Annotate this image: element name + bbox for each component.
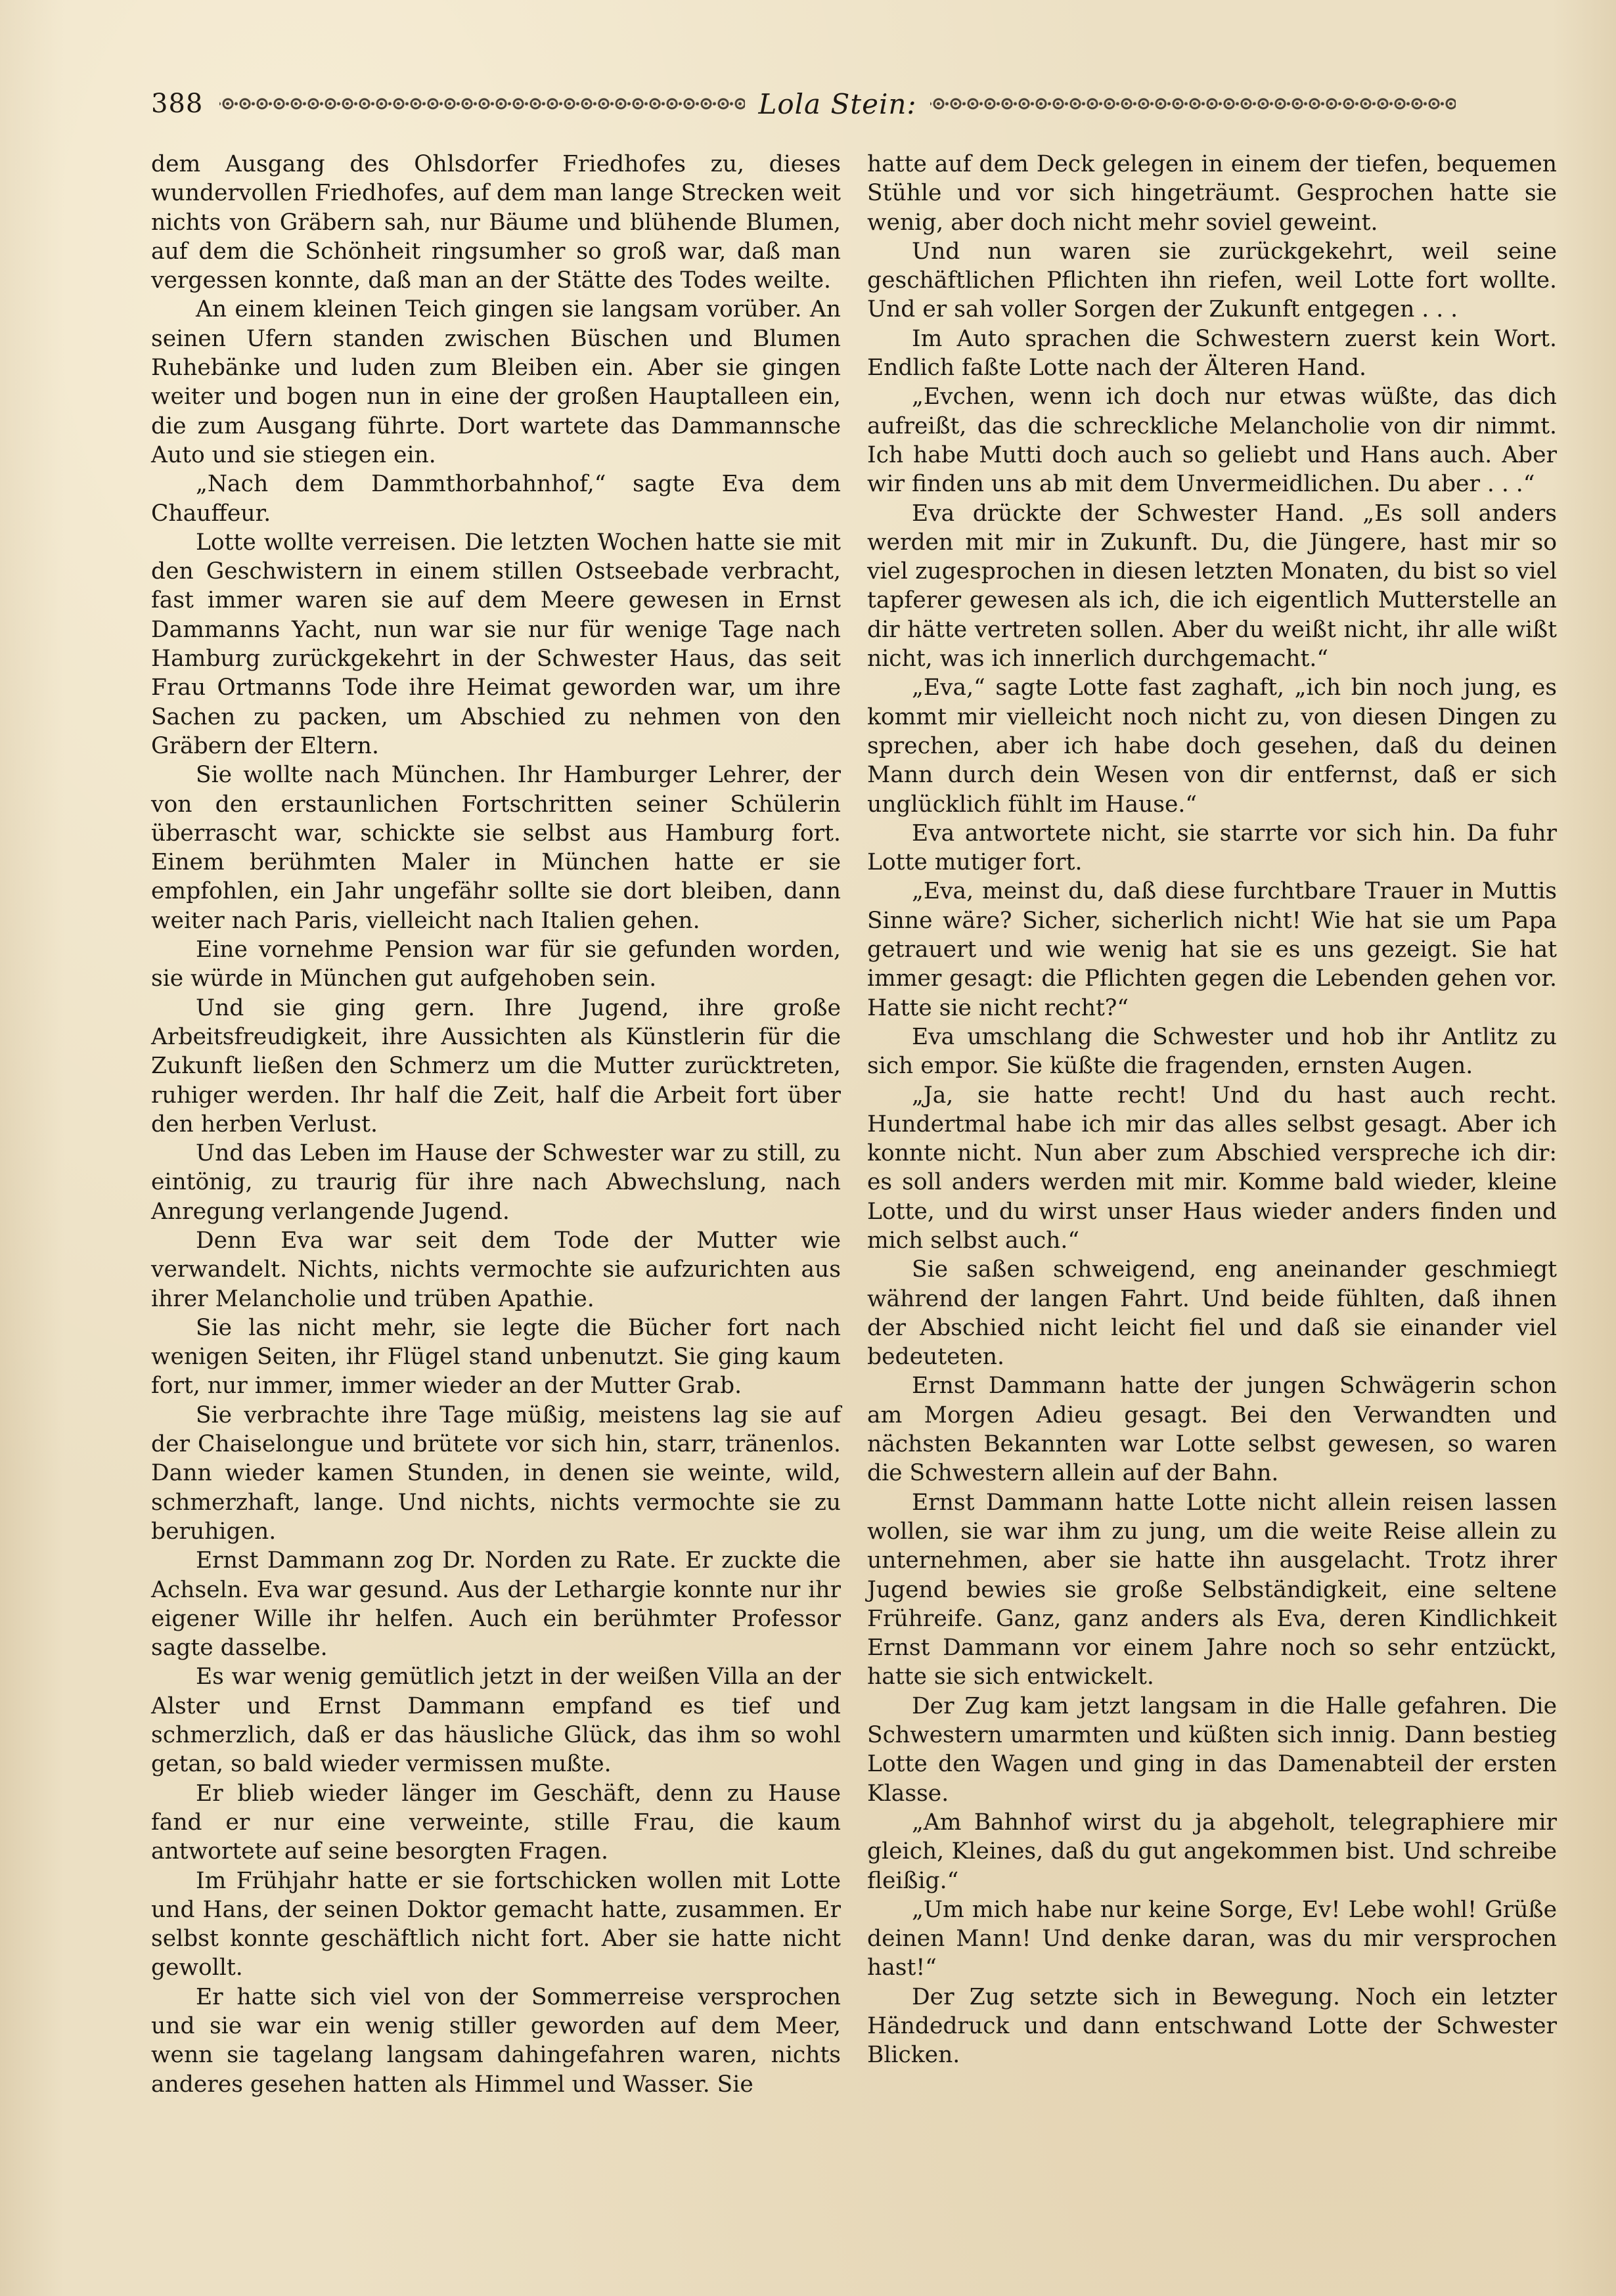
paragraph: „Eva, meinst du, daß diese furchtbare Trauer in Muttis Sinne wäre? Sicher, sicherlich nicht! Wie hat sie um Papa getrauert und wie wenig hat sie es uns gezeigt. Sie hat immer gesagt: die Pflichten gegen die Lebenden gehen vor. Hatte sie nicht recht?“ [867, 878, 1557, 1021]
page-number: 388 [151, 89, 204, 119]
paragraph: Denn Eva war seit dem Tode der Mutter wie verwandelt. Nichts, nichts vermochte sie aufzurichten aus ihrer Melancholie und trüben Apathie. [151, 1227, 841, 1312]
paragraph: Der Zug setzte sich in Bewegung. Noch ein letzter Händedruck und dann entschwand Lotte der Schwester Blicken. [867, 1983, 1557, 2069]
paragraph: „Eva,“ sagte Lotte fast zaghaft, „ich bin noch jung, es kommt mir vielleicht noch nicht zu, von diesen Dingen zu sprechen, aber ich habe doch gesehen, daß du deinen Mann durch dein Wesen von dir entfernst, daß er sich unglücklich fühlt im Hause.“ [867, 674, 1557, 818]
paragraph: „Am Bahnhof wirst du ja abgeholt, telegraphiere mir gleich, Kleines, daß du gut angekommen bist. Und schreibe fleißig.“ [867, 1809, 1557, 1894]
paragraph: Eva antwortete nicht, sie starrte vor sich hin. Da fuhr Lotte mutiger fort. [867, 820, 1557, 876]
paragraph: An einem kleinen Teich gingen sie langsam vorüber. An seinen Ufern standen zwischen Büschen und Blumen Ruhebänke und luden zum Bleiben ein. Aber sie gingen weiter und bogen nun in eine der großen Hauptalleen ein, die zum Ausgang führte. Dort wartete das Dammannsche Auto und sie stiegen ein. [151, 296, 841, 468]
paragraph: Und nun waren sie zurückgekehrt, weil seine geschäftlichen Pflichten ihn riefen, weil Lotte fort wollte. Und er sah voller Sorgen der Zukunft entgegen . . . [867, 238, 1557, 323]
paragraph: Und sie ging gern. Ihre Jugend, ihre große Arbeitsfreudigkeit, ihre Aussichten als Künstlerin für die Zukunft ließen den Schmerz um die Mutter zurücktreten, ruhiger werden. Ihr half die Zeit, half die Arbeit fort über den herben Verlust. [151, 994, 841, 1137]
paragraph: dem Ausgang des Ohlsdorfer Friedhofes zu, dieses wundervollen Friedhofes, auf dem man lange Strecken weit nichts von Gräbern sah, nur Bäume und blühende Blumen, auf dem die Schönheit ringsumher so groß war, daß man vergessen konnte, daß man an der Stätte des Todes weilte. [151, 151, 841, 294]
paragraph: „Nach dem Dammthorbahnhof,“ sagte Eva dem Chauffeur. [151, 471, 841, 527]
paragraph: Eine vornehme Pension war für sie gefunden worden, sie würde in München gut aufgehoben sein. [151, 937, 841, 992]
page-header [151, 84, 1465, 123]
paragraph: Sie saßen schweigend, eng aneinander geschmiegt während der langen Fahrt. Und beide fühlten, daß ihnen der Abschied nicht leicht fiel und daß sie einander viel bedeuteten. [867, 1256, 1557, 1371]
paragraph: Es war wenig gemütlich jetzt in der weißen Villa an der Alster und Ernst Dammann empfand es tief und schmerzlich, daß er das häusliche Glück, das ihm so wohl getan, so bald wieder vermissen mußte. [151, 1664, 841, 1778]
paragraph: Er hatte sich viel von der Sommerreise versprochen und sie war ein wenig stiller geworden auf dem Meer, wenn sie tagelang langsam dahingefahren waren, nichts anderes gesehen hatten als Himmel und Wasser. Sie [151, 1983, 841, 2098]
ornament-rule-right [930, 97, 1456, 111]
paragraph: Im Auto sprachen die Schwestern zuerst kein Wort. Endlich faßte Lotte nach der Älteren Hand. [867, 325, 1557, 382]
ornament-rule-left [219, 97, 745, 111]
running-head: Lola Stein: [758, 87, 917, 120]
paragraph: Er blieb wieder länger im Geschäft, denn zu Hause fand er nur eine verweinte, stille Frau, die kaum antwortete auf seine besorgten Fragen. [151, 1780, 841, 1865]
paragraph: Sie wollte nach München. Ihr Hamburger Lehrer, der von den erstaunlichen Fortschritten seiner Schülerin überrascht war, schickte sie selbst aus Hamburg fort. Einem berühmten Maler in München hatte er sie empfohlen, ein Jahr ungefähr sollte sie dort bleiben, dann weiter nach Paris, vielleicht nach Italien gehen. [151, 762, 841, 934]
paragraph: Eva umschlang die Schwester und hob ihr Antlitz zu sich empor. Sie küßte die fragenden, ernsten Augen. [867, 1023, 1557, 1080]
paragraph: Eva drückte der Schwester Hand. „Es soll anders werden mit mir in Zukunft. Du, die Jüngere, hast mir so viel zugesprochen in diesen letzten Monaten, du bist so viel tapferer gewesen als ich, die ich eigentlich Mutterstelle an dir hätte vertreten sollen. Aber du weißt nicht, ihr alle wißt nicht, was ich innerlich durchgemacht.“ [867, 500, 1557, 673]
paragraph: hatte auf dem Deck gelegen in einem der tiefen, bequemen Stühle und vor sich hingeträumt. Gesprochen hatte sie wenig, aber doch nicht mehr soviel geweint. [867, 151, 1557, 236]
paragraph: Sie verbrachte ihre Tage müßig, meistens lag sie auf der Chaiselongue und brütete vor sich hin, starr, tränenlos. Dann wieder kamen Stunden, in denen sie weinte, wild, schmerzhaft, lange. Und nichts, nichts vermochte sie zu beruhigen. [151, 1402, 841, 1545]
paragraph: Und das Leben im Hause der Schwester war zu still, zu eintönig, zu traurig für ihre nach Abwechslung, nach Anregung verlangende Jugend. [151, 1140, 841, 1225]
paragraph: Ernst Dammann hatte Lotte nicht allein reisen lassen wollen, sie war ihm zu jung, um die weite Reise allein zu unternehmen, aber sie hatte ihn ausgelacht. Trotz ihrer Jugend bewies sie große Selbständigkeit, eine seltene Frühreife. Ganz, ganz anders als Eva, deren Kindlichkeit Ernst Dammann vor einem Jahre noch so sehr entzückt, hatte sie sich entwickelt. [867, 1489, 1557, 1690]
paragraph: Ernst Dammann zog Dr. Norden zu Rate. Er zuckte die Achseln. Eva war gesund. Aus der Lethargie konnte nur ihr eigener Wille ihr helfen. Auch ein berühmter Professor sagte dasselbe. [151, 1547, 841, 1662]
paragraph: „Um mich habe nur keine Sorge, Ev! Lebe wohl! Grüße deinen Mann! Und denke daran, was du mir versprochen hast!“ [867, 1896, 1557, 1981]
paragraph: Ernst Dammann hatte der jungen Schwägerin schon am Morgen Adieu gesagt. Bei den Verwandten und nächsten Bekannten war Lotte selbst gewesen, so waren die Schwestern allein auf der Bahn. [867, 1373, 1557, 1487]
paragraph: Lotte wollte verreisen. Die letzten Wochen hatte sie mit den Geschwistern in einem stillen Ostseebade verbracht, fast immer waren sie auf dem Meere gewesen in Ernst Dammanns Yacht, nun war sie nur für wenige Tage nach Hamburg zurückgekehrt in der Schwester Haus, das seit Frau Ortmanns Tode ihre Heimat geworden war, um ihre Sachen zu packen, um Abschied zu nehmen von den Gräbern der Eltern. [151, 529, 841, 759]
paragraph: Im Frühjahr hatte er sie fortschicken wollen mit Lotte und Hans, der seinen Doktor gemacht hatte, zusammen. Er selbst konnte geschäftlich nicht fort. Aber sie hatte nicht gewollt. [151, 1867, 841, 1981]
paragraph: Der Zug kam jetzt langsam in die Halle gefahren. Die Schwestern umarmten und küßten sich innig. Dann bestieg Lotte den Wagen und ging in das Damenabteil der ersten Klasse. [867, 1692, 1557, 1807]
right-column [867, 150, 1557, 2070]
paragraph: „Evchen, wenn ich doch nur etwas wüßte, das dich aufreißt, das die schreckliche Melancholie von dir nimmt. Ich habe Mutti doch auch so geliebt und Hans auch. Aber wir finden uns ab mit dem Unvermeidlichen. Du aber . . .“ [867, 384, 1557, 498]
paragraph: Sie las nicht mehr, sie legte die Bücher fort nach wenigen Seiten, ihr Flügel stand unbenutzt. Sie ging kaum fort, nur immer, immer wieder an der Mutter Grab. [151, 1314, 841, 1400]
paragraph: „Ja, sie hatte recht! Und du hast auch recht. Hundertmal habe ich mir das alles selbst gesagt. Aber ich konnte nicht. Nun aber zum Abschied verspreche ich dir: es soll anders werden mit mir. Komme bald wieder, kleine Lotte, und du wirst unser Haus wieder anders finden und mich selbst auch.“ [867, 1082, 1557, 1254]
left-column [151, 150, 841, 2099]
